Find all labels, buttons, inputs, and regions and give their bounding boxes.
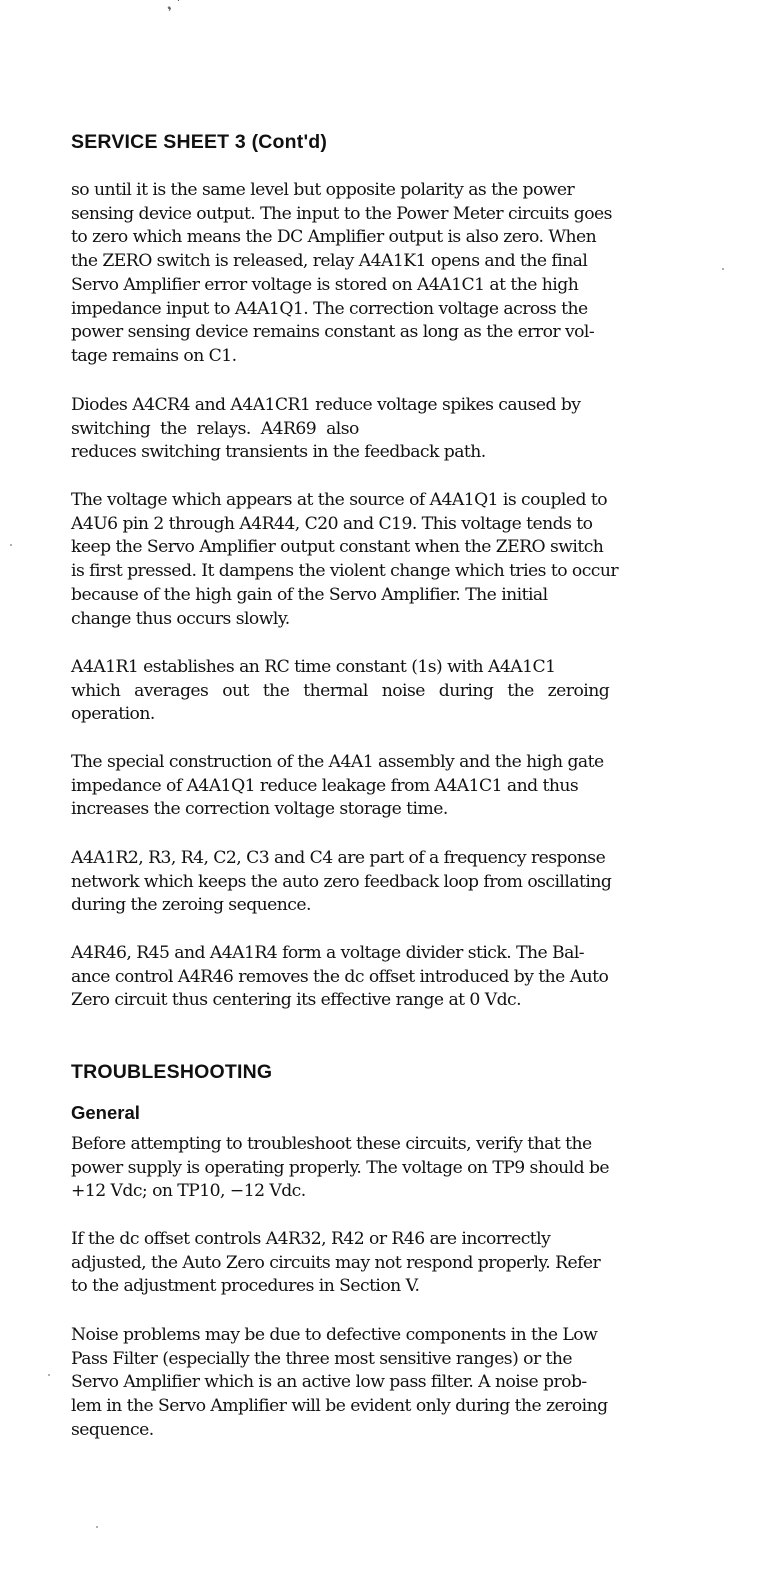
text-line: reduces switching transients in the feedback path.: [71, 442, 486, 463]
service-sheet-heading: SERVICE SHEET 3 (Cont'd): [71, 131, 328, 153]
text-line: +12 Vdc; on TP10, −12 Vdc.: [71, 1181, 306, 1202]
scan-speck: [10, 544, 12, 546]
text-line: the ZERO switch is released, relay A4A1K1 opens and the final: [71, 251, 588, 272]
text-line: sensing device output. The input to the Power Meter circuits goes: [71, 203, 612, 224]
text-line: network which keeps the auto zero feedback loop from oscillating: [71, 871, 612, 892]
scan-speck: [48, 1374, 50, 1376]
text-line: lem in the Servo Amplifier will be evident only during the zeroing: [71, 1396, 608, 1417]
scan-speck: [96, 1526, 98, 1528]
text-line: keep the Servo Amplifier output constant when the ZERO switch: [71, 537, 604, 558]
text-line: change thus occurs slowly.: [71, 608, 290, 629]
text-line: operation.: [71, 704, 155, 725]
text-line: Before attempting to troubleshoot these circuits, verify that the: [71, 1134, 592, 1154]
text-line: because of the high gain of the Servo Amplifier. The initial: [71, 584, 548, 605]
text-line: increases the correction voltage storage time.: [71, 799, 448, 820]
text-line: so until it is the same level but opposite polarity as the power: [71, 180, 575, 200]
text-line: sequence.: [71, 1419, 154, 1440]
paragraph-special-construction: [71, 751, 696, 822]
top-page-mark: ຸ ˑ: [173, 0, 181, 10]
text-line: A4R46, R45 and A4A1R4 form a voltage divider stick. The Bal-: [71, 943, 585, 963]
paragraph-noise-problems: [71, 1324, 696, 1443]
paragraph-voltage-divider: [71, 942, 696, 1013]
text-line: Pass Filter (especially the three most sensitive ranges) or the: [71, 1348, 573, 1369]
paragraph-diodes: [71, 394, 696, 465]
paragraph-frequency-response: [71, 847, 696, 918]
text-line: A4U6 pin 2 through A4R44, C20 and C19. This voltage tends to: [71, 513, 593, 534]
text-line: which averages out the thermal noise during the zeroing: [71, 680, 610, 701]
text-line: Zero circuit thus centering its effective range at 0 Vdc.: [71, 990, 522, 1011]
text-line: The voltage which appears at the source of A4A1Q1 is coupled to: [71, 490, 607, 510]
text-line: power sensing device remains constant as long as the error vol-: [71, 322, 595, 343]
paragraph-rc-time-constant: [71, 656, 696, 727]
text-line: is first pressed. It dampens the violent change which tries to occur: [71, 561, 619, 582]
text-line: A4A1R1 establishes an RC time constant (1s) with A4A1C1: [71, 657, 556, 677]
text-line: Servo Amplifier error voltage is stored on A4A1C1 at the high: [71, 274, 579, 295]
troubleshooting-heading: TROUBLESHOOTING: [71, 1061, 273, 1083]
text-line: Noise problems may be due to defective components in the Low: [71, 1325, 598, 1345]
text-line: during the zeroing sequence.: [71, 895, 311, 916]
text-line: Servo Amplifier which is an active low pass filter. A noise prob-: [71, 1372, 587, 1393]
text-line: to the adjustment procedures in Section V.: [71, 1276, 420, 1297]
text-line: impedance input to A4A1Q1. The correction voltage across the: [71, 298, 588, 319]
general-subheading: General: [71, 1102, 140, 1123]
text-line: If the dc offset controls A4R32, R42 or R46 are incorrectly: [71, 1229, 551, 1249]
text-line: ance control A4R46 removes the dc offset introduced by the Auto: [71, 966, 609, 987]
paragraph-source-voltage: [71, 489, 696, 631]
text-line: A4A1R2, R3, R4, C2, C3 and C4 are part of a frequency response: [71, 848, 606, 868]
text-line: The special construction of the A4A1 assembly and the high gate: [71, 752, 604, 772]
paragraph-power-supply-check: [71, 1133, 696, 1204]
scan-speck: [722, 268, 724, 270]
text-line: power supply is operating properly. The voltage on TP9 should be: [71, 1157, 610, 1178]
text-line: adjusted, the Auto Zero circuits may not respond properly. Refer: [71, 1252, 601, 1273]
text-line: Diodes A4CR4 and A4A1CR1 reduce voltage spikes caused by: [71, 395, 581, 415]
text-line: impedance of A4A1Q1 reduce leakage from A4A1C1 and thus: [71, 775, 579, 796]
text-line: tage remains on C1.: [71, 345, 237, 366]
document-page: [71, 0, 696, 1574]
text-line: switching the relays. A4R69 also: [71, 418, 359, 439]
text-line: to zero which means the DC Amplifier output is also zero. When: [71, 227, 597, 248]
paragraph-offset-controls: [71, 1228, 696, 1299]
paragraph-zero-switch-operation: [71, 179, 696, 369]
